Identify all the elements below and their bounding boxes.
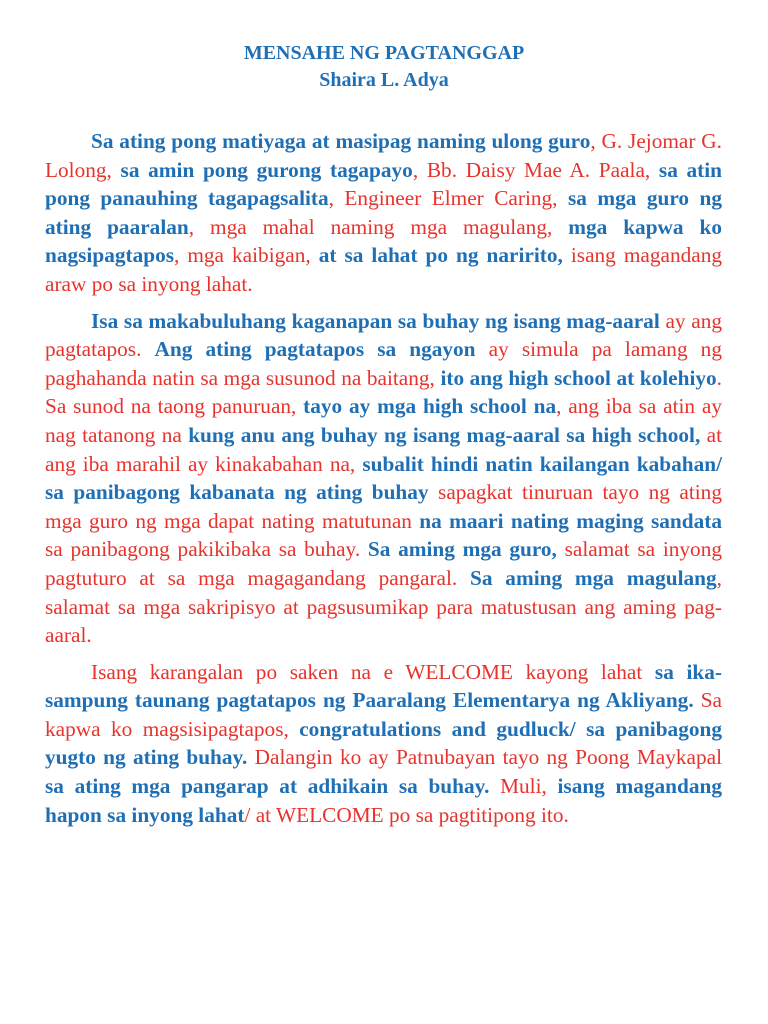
text-segment: sa atin pong panauhing tagapagsalita	[45, 157, 723, 211]
text-segment: Sa kapwa ko magsisipagtapos,	[45, 688, 722, 741]
text-segment: at ang iba marahil ay kinakabahan na,	[45, 422, 722, 476]
text-segment: Sa aming mga guro,	[367, 537, 557, 562]
text-segment: congratulations and gudluck/ sa panibagong yugto ng ating buhay.	[45, 716, 722, 770]
text-segment: sa ika-sampung taunang pagtatapos ng Paaralang Elementarya ng Akliyang.	[45, 659, 722, 713]
text-segment: Dalangin ko ay Patnubayan tayo ng Poong Maykapal	[247, 745, 722, 770]
text-segment: isang magandang araw po sa inyong lahat.	[45, 243, 722, 296]
text-segment: kung anu ang buhay ng isang mag-aaral sa high school,	[188, 422, 701, 447]
text-segment: , Engineer Elmer Caring,	[328, 186, 568, 211]
text-segment: sa ating mga pangarap at adhikain sa buhay.	[45, 774, 490, 799]
document-author: Shaira L. Adya	[319, 69, 449, 91]
text-segment: sa panibagong pakikibaka sa buhay.	[45, 537, 368, 562]
title-block	[0, 40, 768, 94]
text-segment: ito ang high school at kolehiyo	[440, 365, 717, 390]
text-segment: at sa lahat po ng naririto,	[318, 243, 563, 268]
paragraph-3	[45, 658, 722, 830]
text-segment: ay simula pa lamang ng paghahanda natin sa mga susunod na baitang,	[45, 337, 722, 390]
paragraph-1	[45, 127, 722, 299]
text-segment: Sa aming mga magulang	[470, 565, 717, 590]
document-title: MENSAHE NG PAGTANGGAP	[243, 42, 525, 64]
text-segment: na maari nating maging sandata	[419, 508, 723, 533]
text-segment: Sa ating pong matiyaga at masipag naming ulong guro	[91, 129, 591, 153]
text-segment: Isang karangalan po saken na e WELCOME kayong lahat	[91, 659, 655, 684]
text-segment: Muli,	[489, 774, 558, 799]
text-segment: sapagkat tinuruan tayo ng ating mga guro ng mga dapat nating matutunan	[45, 480, 722, 533]
text-segment: , Bb. Daisy Mae A. Paala,	[412, 157, 659, 182]
text-segment: Isa sa makabuluhang kaganapan sa buhay ng isang mag-aaral	[91, 308, 660, 333]
text-segment: salamat sa inyong pagtuturo at sa mga magagandang pangaral.	[45, 537, 722, 590]
text-segment: mga kapwa ko nagsipagtapos	[45, 214, 722, 268]
document-body	[45, 127, 722, 837]
text-segment: . Sa sunod na taong panuruan,	[45, 365, 722, 419]
text-segment: / at WELCOME po sa pagtitipong ito.	[244, 802, 569, 827]
text-segment: , mga mahal naming mga magulang,	[188, 214, 569, 239]
text-segment: subalit hindi natin kailangan kabahan/ sa panibagong kabanata ng ating buhay	[45, 451, 723, 505]
text-segment: tayo ay mga high school na	[303, 394, 557, 419]
text-segment: Ang ating pagtatapos sa ngayon	[154, 337, 476, 362]
text-segment: , ang iba sa atin ay nag tatanong na	[45, 394, 722, 447]
text-segment: isang magandang hapon sa inyong lahat	[45, 774, 722, 827]
paragraph-2	[45, 307, 722, 650]
text-segment: , mga kaibigan,	[174, 243, 319, 268]
text-segment: , G. Jejomar G. Lolong,	[45, 129, 722, 182]
text-segment: sa mga guro ng ating paaralan	[45, 186, 722, 239]
text-segment: sa amin pong gurong tagapayo	[120, 157, 413, 182]
text-segment: , salamat sa mga sakripisyo at pagsusumikap para matustusan ang aming pag-aaral.	[45, 565, 722, 648]
text-segment: ay ang pagtatapos.	[45, 308, 722, 362]
